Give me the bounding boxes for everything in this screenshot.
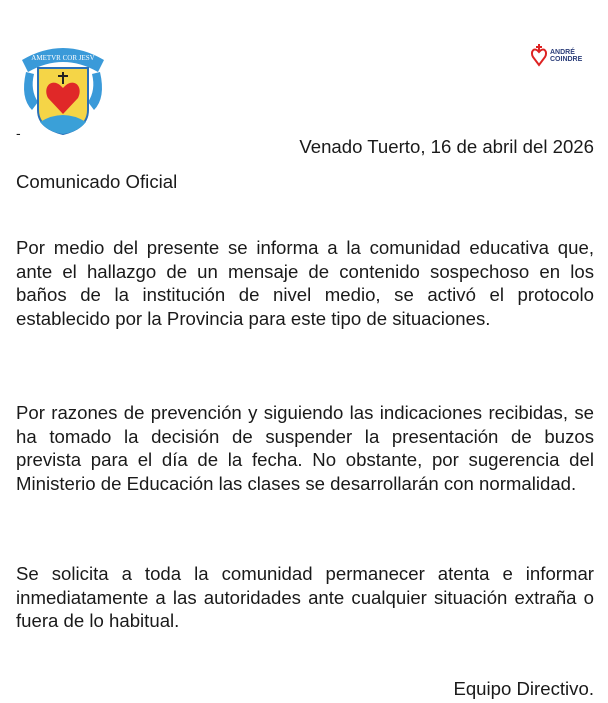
dash-mark: - xyxy=(16,125,21,141)
school-crest-logo xyxy=(18,38,108,136)
paragraph-1: Por medio del presente se informa a la comunidad educativa que, ante el hallazgo de un mensaje de contenido sospechoso en los baños de la institución de nivel medio, se activó el protocolo establecido por la Provincia para este tipo de situaciones. xyxy=(16,237,594,329)
andre-coindre-logo: ANDRÉ COINDRE xyxy=(530,44,582,68)
signature: Equipo Directivo. xyxy=(453,678,594,699)
date-line: Venado Tuerto, 16 de abril del 2026 xyxy=(299,136,594,157)
paragraph-3: Se solicita a toda la comunidad permanecer atenta e informar inmediatamente a las autoridades ante cualquier situación extraña o fuera de lo habitual. xyxy=(16,563,594,632)
paragraph-2: Por razones de prevención y siguiendo las indicaciones recibidas, se ha tomado la decisión de suspender la presentación de buzos prevista para el día de la fecha. No obstante, por sugerencia del Ministerio de Educación las clases se desarrollarán con normalidad. xyxy=(16,402,594,494)
heart-cross-icon xyxy=(530,44,548,68)
heading: Comunicado Oficial xyxy=(16,171,178,192)
svg-text:AMETVR COR JESV: AMETVR COR JESV xyxy=(31,54,95,62)
